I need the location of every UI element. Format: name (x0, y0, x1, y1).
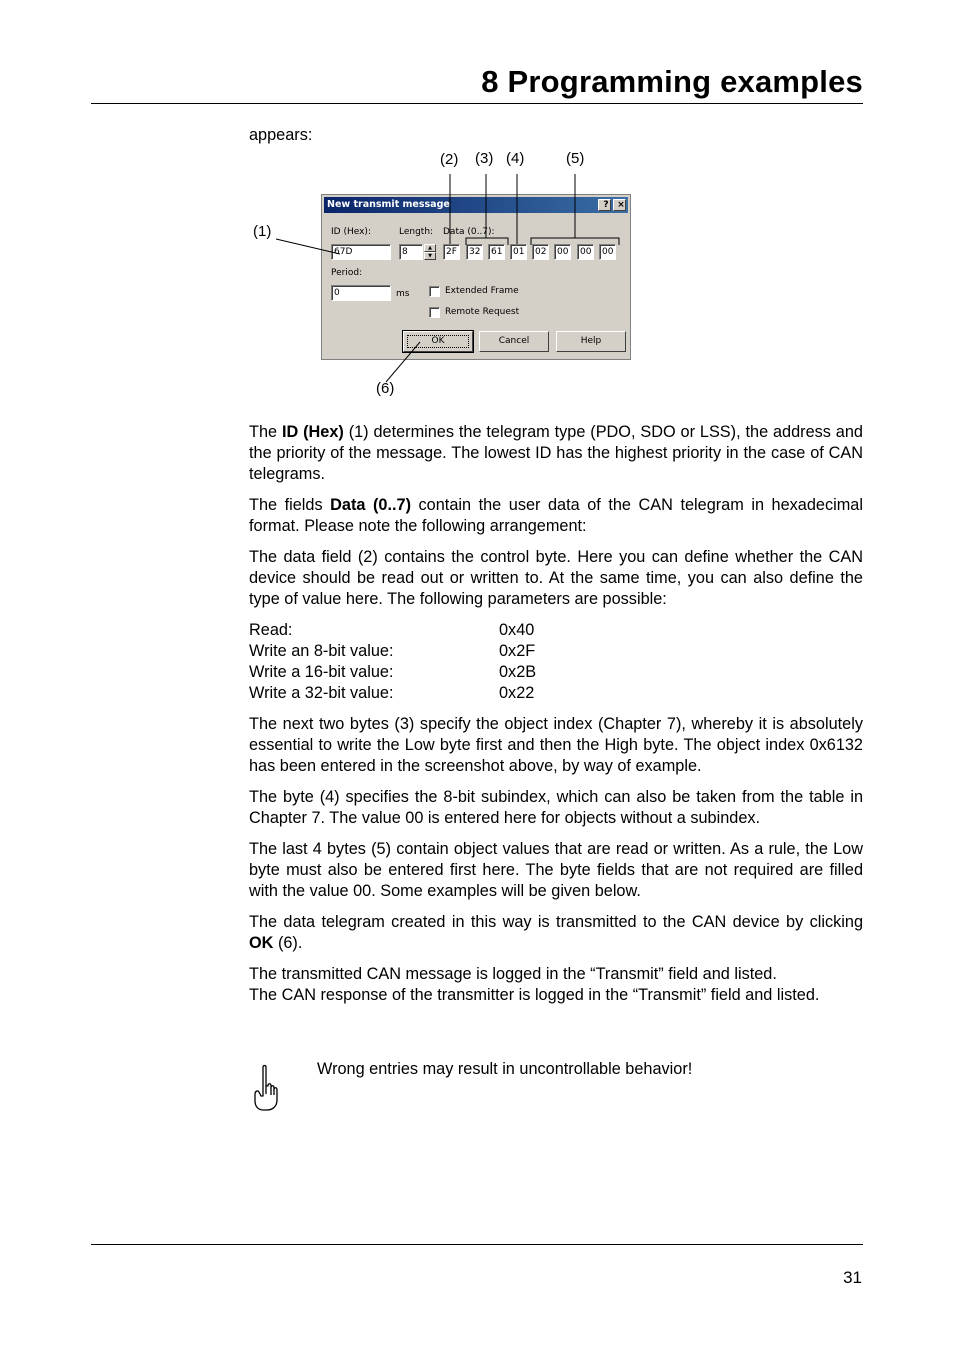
data-byte-4[interactable]: 02 (532, 244, 549, 260)
period-input[interactable]: 0 (331, 285, 391, 301)
spin-down-icon[interactable]: ▼ (424, 252, 436, 260)
data-byte-1[interactable]: 32 (466, 244, 483, 260)
remote-request-checkbox[interactable] (429, 307, 440, 318)
bold-term-data: Data (0..7) (330, 496, 411, 514)
table-row (249, 620, 536, 641)
callout-4: (4) (506, 150, 525, 167)
paragraph-id-hex (249, 422, 863, 485)
bold-term-ok: OK (249, 934, 274, 952)
param-label: Read: (249, 621, 293, 639)
extended-frame-checkbox[interactable] (429, 286, 440, 297)
data-byte-7[interactable]: 00 (599, 244, 616, 260)
period-label: Period: (331, 268, 363, 278)
data-label: Data (0..7): (443, 227, 495, 237)
bold-term-id-hex: ID (Hex) (281, 423, 344, 441)
table-row (249, 662, 536, 683)
extended-frame-label: Extended Frame (445, 286, 519, 296)
param-value: 0x2F (499, 642, 536, 660)
paragraph-data-fields (249, 495, 863, 537)
help-icon[interactable]: ? (598, 199, 611, 211)
param-value: 0x2B (499, 663, 537, 681)
paragraph-object-values: The last 4 bytes (5) contain object values that are read or written. As a rule, the Low byte must also be entered first here. The byte fields that are not required are filled with the value 00. Some examples will be given below. (249, 840, 863, 900)
period-unit: ms (396, 289, 410, 299)
data-byte-0[interactable]: 2F (443, 244, 460, 260)
spin-up-icon[interactable]: ▲ (424, 244, 436, 252)
param-value: 0x22 (499, 684, 535, 702)
data-byte-2[interactable]: 61 (488, 244, 505, 260)
param-label: Write a 16-bit value: (249, 663, 394, 681)
length-label: Length: (399, 227, 434, 237)
param-label: Write a 32-bit value: (249, 684, 394, 702)
callout-3: (3) (475, 150, 494, 167)
data-byte-5[interactable]: 00 (554, 244, 571, 260)
ok-button[interactable] (403, 331, 473, 352)
intro-text: appears: (249, 126, 313, 144)
text-run: The fields (249, 496, 331, 514)
footer-rule (91, 1244, 863, 1245)
paragraph-transmit (249, 912, 863, 954)
callout-1: (1) (253, 223, 272, 240)
page-number: 31 (843, 1268, 862, 1287)
paragraph-response: The CAN response of the transmitter is logged in the “Transmit” field and listed. (249, 986, 820, 1004)
warning-note: Wrong entries may result in uncontrollable behavior! (317, 1060, 693, 1078)
paragraph-control-byte: The data field (2) contains the control byte. Here you can define whether the CAN device should be read out or written to. At the same time, you can also define the type of value here. The following parameters are possible: (249, 548, 863, 608)
close-icon[interactable]: × (613, 199, 626, 211)
text-run: The data telegram created in this way is transmitted to the CAN device by clicking (249, 913, 863, 931)
id-hex-label: ID (Hex): (331, 227, 371, 237)
text-run: contain the user data of the CAN telegram in hexadecimal format. Please note the following arrangement: (249, 496, 863, 535)
paragraph-object-index: The next two bytes (3) specify the object index (Chapter 7), whereby it is absolutely essential to write the Low byte first and then the High byte. The object index 0x6132 has been entered in the screenshot above, by way of example. (249, 715, 863, 775)
help-button[interactable]: Help (556, 331, 626, 352)
paragraph-subindex: The byte (4) specifies the 8-bit subindex, which can also be taken from the table in Chapter 7. The value 00 is entered here for objects without a subindex. (249, 788, 863, 827)
table-row (249, 641, 536, 662)
data-byte-6[interactable]: 00 (577, 244, 594, 260)
id-hex-input[interactable]: 67D (331, 244, 391, 260)
dialog-title-bar (324, 197, 628, 213)
callout-2: (2) (440, 151, 459, 168)
ok-button-label: OK (431, 336, 445, 346)
pointing-hand-icon (250, 1064, 280, 1112)
length-spinner[interactable] (424, 244, 436, 260)
text-run: The (249, 423, 282, 441)
length-input[interactable]: 8 (399, 244, 423, 260)
parameter-table (249, 620, 536, 704)
callout-5: (5) (566, 150, 585, 167)
focus-ring (407, 335, 469, 348)
param-value: 0x40 (499, 621, 535, 639)
remote-request-label: Remote Request (445, 307, 520, 317)
body-text (249, 422, 863, 1016)
param-label: Write an 8-bit value: (249, 642, 394, 660)
chapter-title: 8 Programming examples (481, 64, 863, 99)
callout-6: (6) (376, 380, 395, 397)
dialog-title: New transmit message (327, 199, 450, 210)
table-row (249, 683, 536, 704)
text-run: (1) determines the telegram type (PDO, SDO or LSS), the address and the priority of the message. The lowest ID has the highest priority in the case of CAN telegrams. (249, 423, 863, 483)
cancel-button[interactable]: Cancel (479, 331, 549, 352)
data-byte-3[interactable]: 01 (510, 244, 527, 260)
paragraph-logged: The transmitted CAN message is logged in the “Transmit” field and listed. (249, 965, 777, 983)
text-run: (6). (273, 934, 303, 952)
header-rule (91, 103, 863, 104)
new-transmit-message-dialog (321, 194, 631, 360)
